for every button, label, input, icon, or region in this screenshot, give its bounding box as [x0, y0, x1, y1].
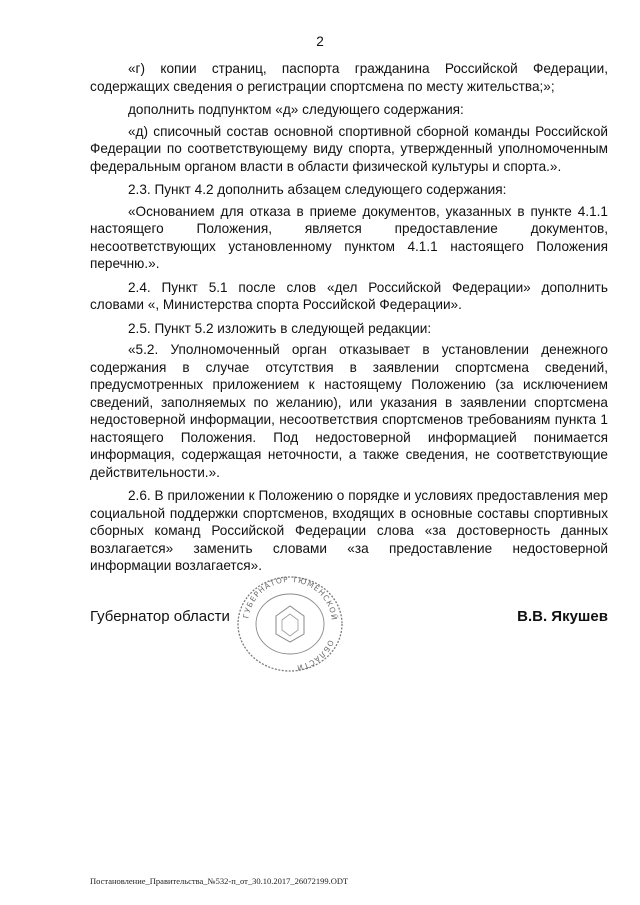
- paragraph-2-4: 2.4. Пункт 5.1 после слов «дел Российской Федерации» дополнить словами «, Министерства спорта Российской Федерации».: [90, 279, 608, 312]
- document-body: [90, 60, 608, 581]
- signature-block: [90, 608, 608, 632]
- svg-text:ОБЛАСТИ: ОБЛАСТИ: [295, 638, 336, 673]
- paragraph-2-6: 2.6. В приложении к Положению о порядке и условиях предоставления мер социальной поддержки спортсменов, входящих в основные составы спортивных сборных команд Российской Федерации слова «за достоверность данных возлагается» заменить словами «за предоставление недостоверной информации возлагается».: [90, 488, 608, 573]
- paragraph-add-subitem-d: дополнить подпунктом «д» следующего содержания:: [128, 102, 464, 117]
- signer-name: В.В. Якушев: [517, 608, 608, 625]
- paragraph-refusal-basis: «Основанием для отказа в приеме документов, указанных в пункте 4.1.1 настоящего Положения, является предоставление документов, несоответствующих установленному пунктом 4.1.1 настоящего Положения перечню.».: [90, 203, 608, 271]
- svg-text:ГУБЕРНАТОР ТЮМЕНСКОЙ: ГУБЕРНАТОР ТЮМЕНСКОЙ: [241, 574, 339, 622]
- paragraph-2-5: 2.5. Пункт 5.2 изложить в следующей редакции:: [128, 320, 432, 336]
- page-number: 2: [316, 34, 324, 49]
- paragraph-g-copies: «г) копии страниц, паспорта гражданина Российской Федерации, содержащих сведения о регистрации спортсмена по месту жительства;»;: [90, 61, 608, 94]
- document-footer-filename: Постановление_Правительства_№532-п_от_30.10.2017_26072199.ODT: [90, 876, 349, 886]
- paragraph-2-3: 2.3. Пункт 4.2 дополнить абзацем следующего содержания:: [128, 182, 507, 197]
- paragraph-5-2: «5.2. Уполномоченный орган отказывает в установлении денежного содержания в случае отсутствия в заявлении спортсмена сведений, предусмотренных приложением к настоящему Положению (за исключением сведений, заполняемых по желанию), или указания в заявлении спортсмена недостоверной информации, несоответствия спортсменов требованиям пункта 1 настоящего Положения. Под недостоверной информацией понимается информация, содержащая неточности, а также сведения, не соответствующие действительности.».: [90, 342, 608, 480]
- signer-title: Губернатор области: [90, 608, 230, 625]
- paragraph-d-team-list: «д) списочный состав основной спортивной сборной команды Российской Федерации по соответствующему виду спорта, утвержденный уполномоченным федеральным органом власти в области физической культуры и спорта.».: [90, 123, 608, 174]
